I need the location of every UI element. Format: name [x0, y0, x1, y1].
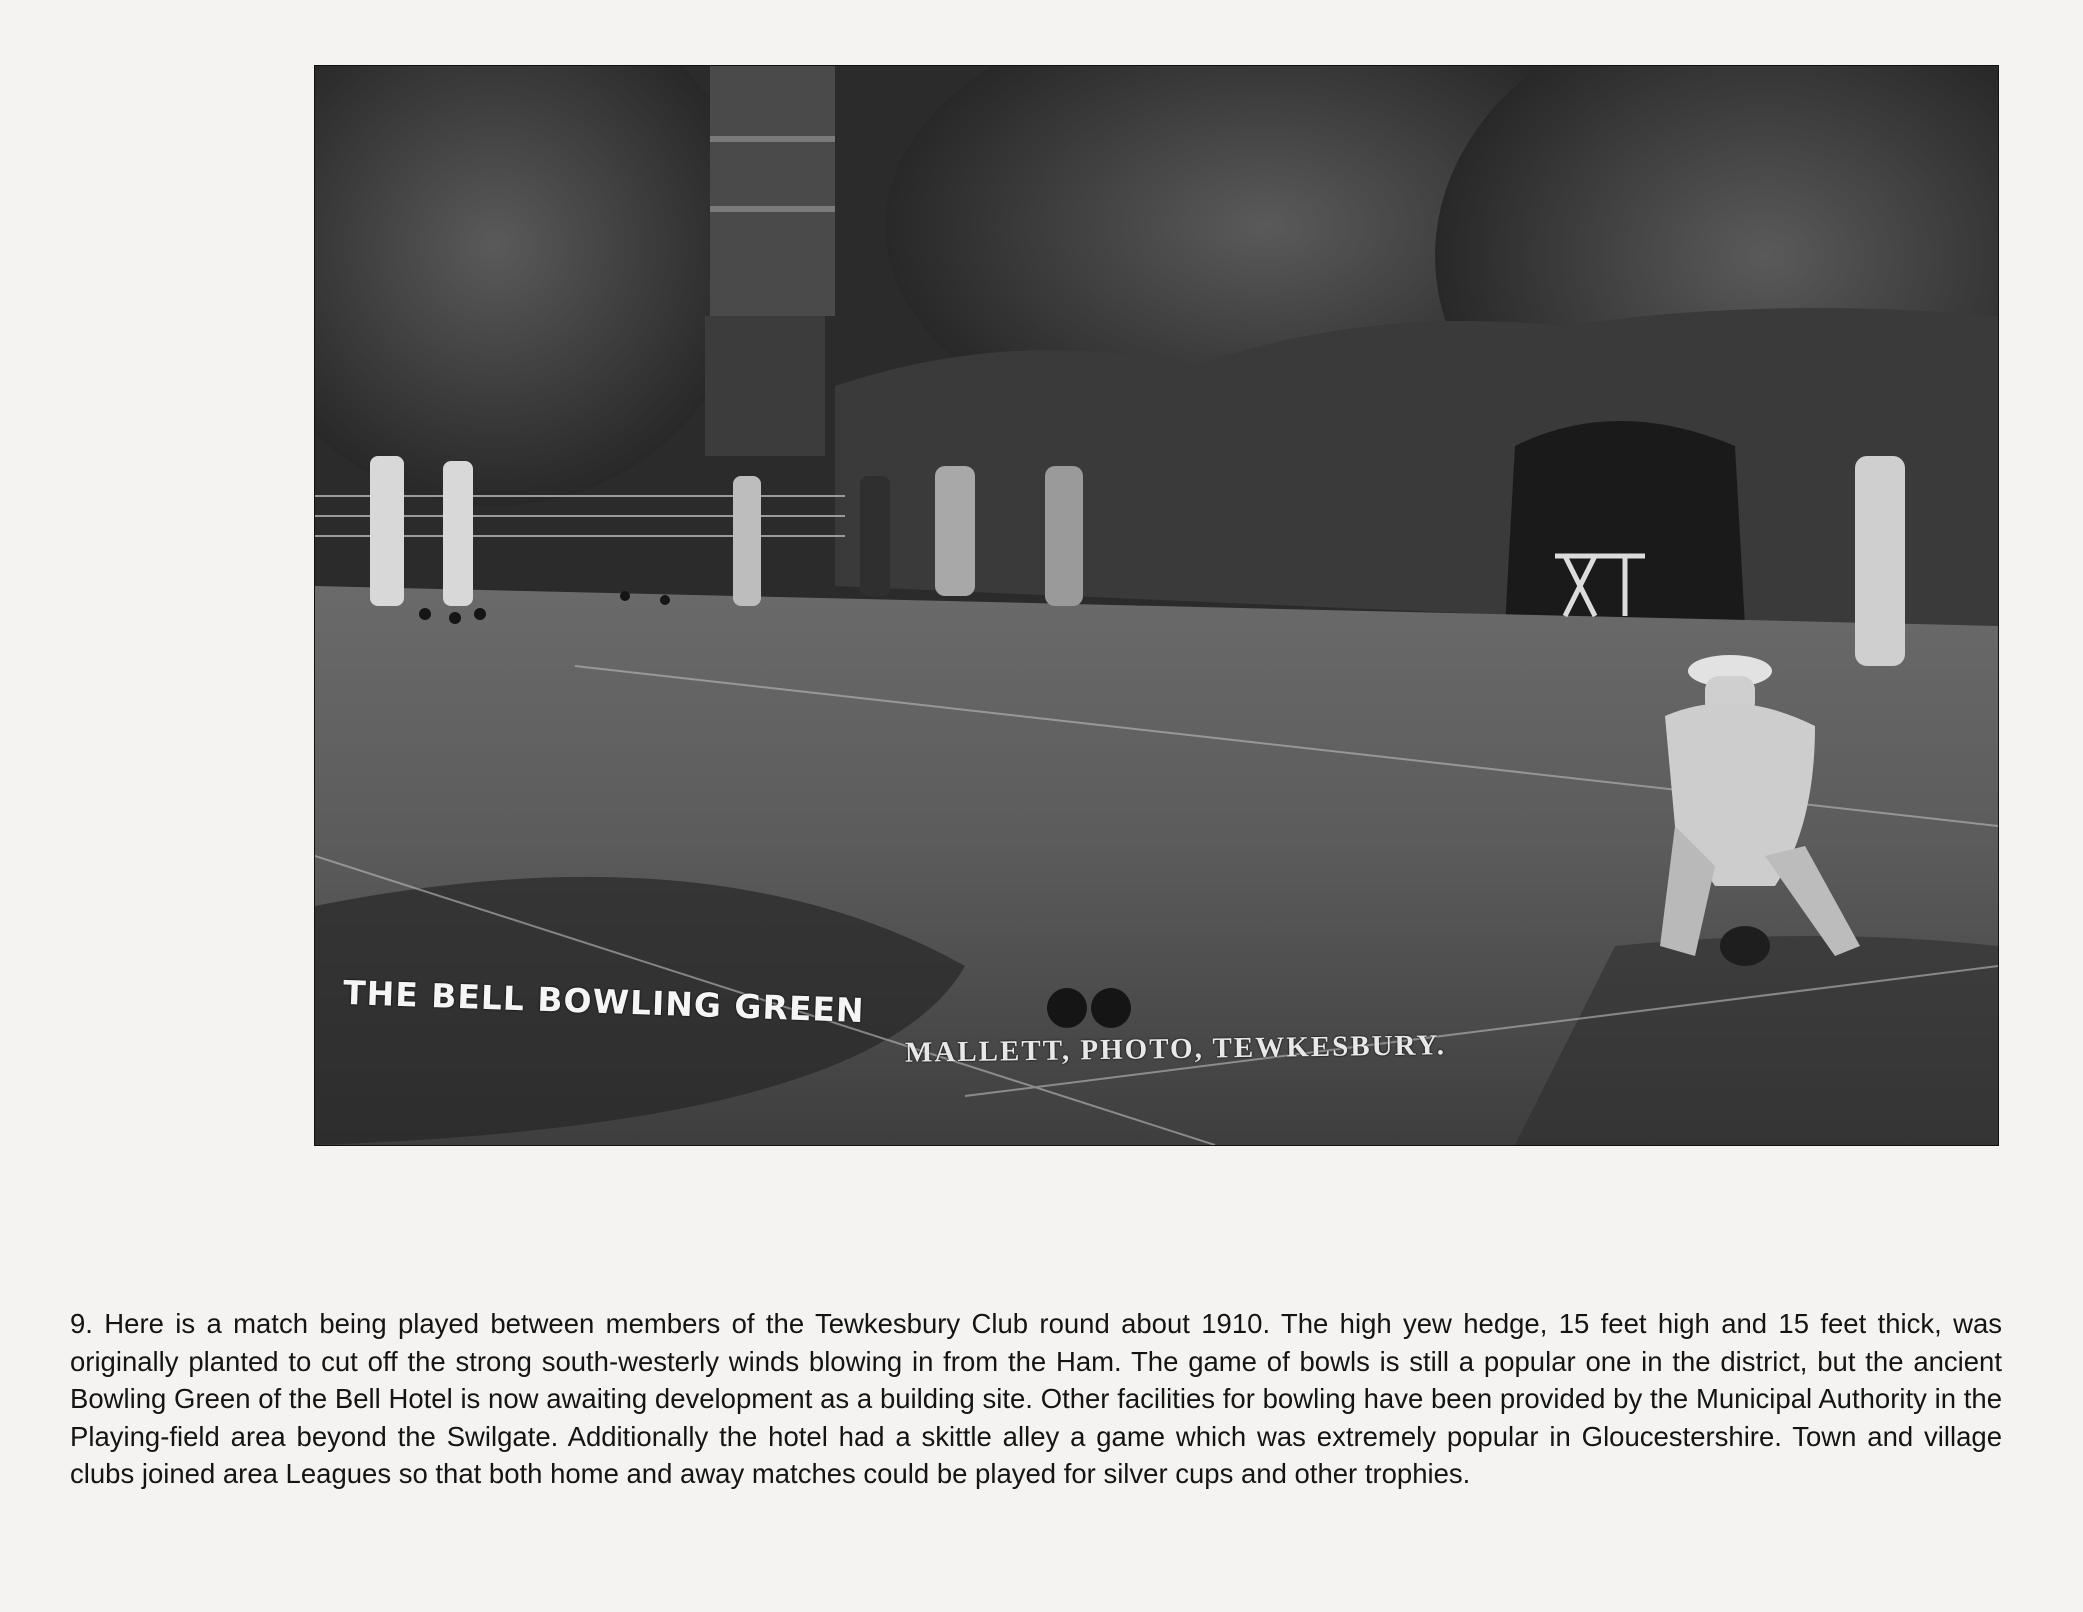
photo-caption: [70, 1305, 2002, 1493]
yew-hedge: [835, 308, 1998, 636]
photo-handwritten-title: THE BELL BOWLING GREEN: [342, 972, 866, 1031]
caption-number: 9.: [70, 1308, 93, 1339]
caption-text: Here is a match being played between members of the Tewkesbury Club round about 1910. The high yew hedge, 15 feet high and 15 feet thick, was originally planted to cut off the strong south-westerly winds blowing in from the Ham. The game of bowls is still a popular one in the district, but the ancient Bowling Green of the Bell Hotel is now awaiting development as a building site. Other facilities for bowling have been provided by the Municipal Authority in the Playing-field area beyond the Swilgate. Additionally the hotel had a skittle alley a game which was extremely popular in Gloucestershire. Town and village clubs joined area Leagues so that both home and away matches could be played for silver cups and other trophies.: [70, 1308, 2003, 1489]
building-roof: [705, 316, 825, 456]
photographer-credit: MALLETT, PHOTO, TEWKESBURY.: [904, 1029, 1447, 1069]
caption-paragraph: [70, 1305, 2002, 1493]
brick-tower: [710, 66, 835, 316]
